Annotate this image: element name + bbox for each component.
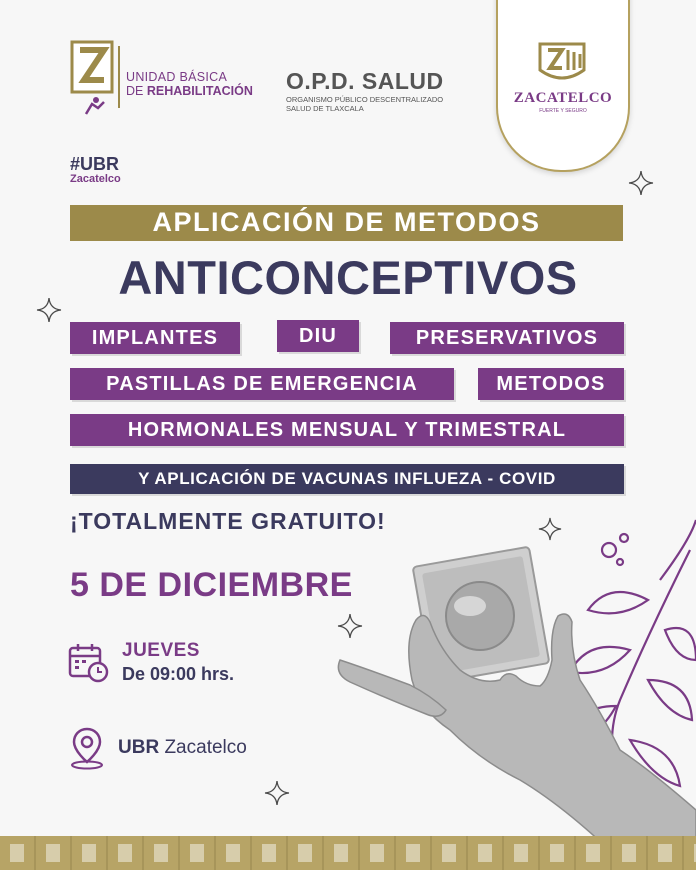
sparkle-icon — [628, 170, 654, 196]
ubr-name-line2: DE REHABILITACIÓN — [126, 84, 253, 98]
method-pastillas: PASTILLAS DE EMERGENCIA — [70, 368, 454, 400]
ubr-name-line1: UNIDAD BÁSICA — [126, 70, 228, 84]
headline-line1: APLICACIÓN DE METODOS — [152, 207, 541, 237]
opd-subtitle-1: ORGANISMO PÚBLICO DESCENTRALIZADO — [286, 95, 444, 104]
method-metodos: METODOS — [478, 368, 624, 400]
zacatelco-emblem-icon — [536, 40, 588, 86]
ubr-logo — [70, 40, 253, 120]
method-diu: DIU — [277, 320, 359, 352]
municipio-tagline: FUERTE Y SEGURO — [539, 108, 587, 114]
method-hormonales: HORMONALES MENSUAL Y TRIMESTRAL — [70, 414, 624, 446]
method-preservativos: PRESERVATIVOS — [390, 322, 624, 354]
headline-line2: ANTICONCEPTIVOS — [118, 251, 578, 304]
sparkle-icon — [36, 297, 62, 323]
hashtag-location: Zacatelco — [70, 173, 121, 185]
method-implantes: IMPLANTES — [70, 322, 240, 354]
hand-holding-condom-illustration — [330, 510, 696, 870]
vaccines-banner: Y APLICACIÓN DE VACUNAS INFLUEZA - COVID — [70, 464, 624, 494]
opd-salud-logo — [286, 68, 466, 113]
municipio-name: ZACATELCO — [513, 90, 613, 106]
free-text: ¡TOTALMENTE GRATUITO! — [70, 508, 386, 534]
ubr-emblem-icon — [70, 40, 114, 118]
location-pin-icon — [68, 726, 106, 770]
schedule-time: De 09:00 hrs. — [122, 664, 235, 684]
location-text: UBR Zacatelco — [118, 737, 247, 758]
municipio-badge — [496, 0, 630, 172]
schedule-day: JUEVES — [122, 640, 200, 661]
opd-title: O.P.D. SALUD — [286, 68, 444, 94]
footer-pattern — [0, 836, 696, 870]
hashtag: #UBR — [70, 154, 120, 174]
event-date: 5 DE DICIEMBRE — [70, 566, 353, 604]
calendar-clock-icon — [68, 642, 110, 684]
sparkle-icon — [264, 780, 290, 806]
opd-subtitle-2: SALUD DE TLAXCALA — [286, 104, 364, 113]
footer-pattern-inner — [0, 844, 696, 862]
ubr-divider — [118, 46, 120, 108]
